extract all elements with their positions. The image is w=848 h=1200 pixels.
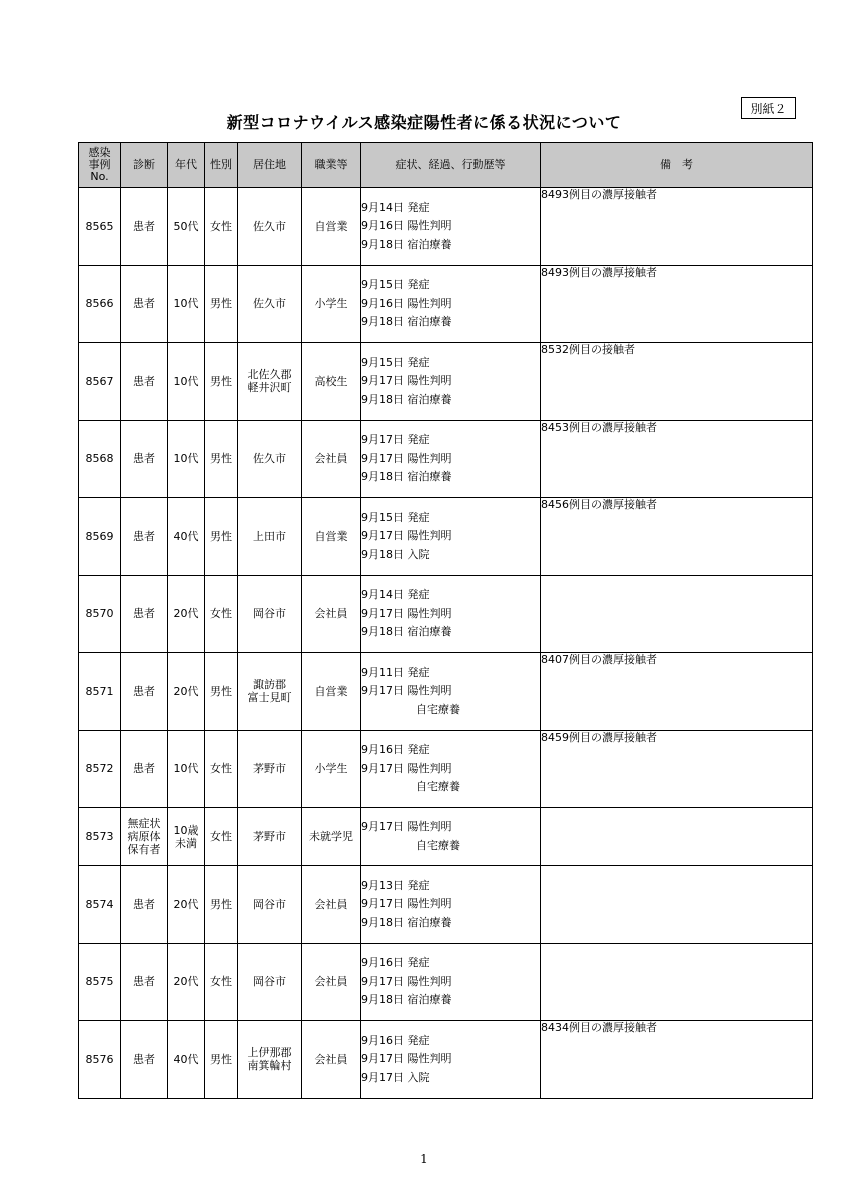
cell-case-no: 8576 — [79, 1021, 121, 1099]
cell-residence: 茅野市 — [238, 730, 302, 808]
cell-course — [361, 575, 541, 653]
header-occupation: 職業等 — [302, 143, 361, 188]
cell-course — [361, 808, 541, 866]
table-body — [79, 188, 813, 1099]
cell-age: 20代 — [168, 575, 205, 653]
course-line: 9月14日 発症 — [361, 588, 430, 601]
cell-sex: 女性 — [205, 575, 238, 653]
cell-age: 10代 — [168, 420, 205, 498]
cell-case-no: 8569 — [79, 498, 121, 576]
cell-course — [361, 343, 541, 421]
course-line: 9月18日 宿泊療養 — [361, 470, 452, 483]
page-number: 1 — [420, 1152, 428, 1166]
course-line: 9月17日 入院 — [361, 1070, 430, 1084]
course-line: 9月17日 陽性判明 — [361, 374, 452, 387]
table-row — [79, 808, 813, 866]
course-line: 9月16日 発症 — [361, 1033, 430, 1047]
cell-case-no: 8575 — [79, 943, 121, 1021]
course-line: 9月13日 発症 — [361, 878, 430, 892]
cell-age: 50代 — [168, 188, 205, 266]
cell-course — [361, 420, 541, 498]
cell-residence: 佐久市 — [238, 265, 302, 343]
cell-case-no: 8568 — [79, 420, 121, 498]
cell-occupation: 高校生 — [302, 343, 361, 421]
cell-age: 40代 — [168, 498, 205, 576]
cell-case-no: 8566 — [79, 265, 121, 343]
cell-occupation: 会社員 — [302, 866, 361, 944]
header-diagnosis: 診断 — [121, 143, 168, 188]
cell-diagnosis: 患者 — [121, 730, 168, 808]
cell-residence: 諏訪郡 富士見町 — [238, 653, 302, 731]
header-residence: 居住地 — [238, 143, 302, 188]
cell-course — [361, 730, 541, 808]
cell-occupation: 会社員 — [302, 420, 361, 498]
course-line: 9月15日 発症 — [361, 510, 430, 524]
cell-age: 10歳 未満 — [168, 808, 205, 866]
course-line: 9月11日 発症 — [361, 665, 430, 679]
cell-case-no: 8571 — [79, 653, 121, 731]
cell-sex: 女性 — [205, 943, 238, 1021]
course-line: 9月17日 陽性判明 — [361, 897, 452, 910]
cell-sex: 男性 — [205, 343, 238, 421]
table-row — [79, 866, 813, 944]
course-line: 9月17日 陽性判明 — [361, 1052, 452, 1065]
cell-occupation: 小学生 — [302, 730, 361, 808]
cell-sex: 男性 — [205, 653, 238, 731]
cell-residence: 茅野市 — [238, 808, 302, 866]
cell-occupation: 会社員 — [302, 1021, 361, 1099]
cell-residence: 北佐久郡 軽井沢町 — [238, 343, 302, 421]
course-line: 9月17日 陽性判明 — [361, 606, 452, 620]
annex-label: 別紙２ — [741, 97, 796, 119]
course-line: 9月18日 宿泊療養 — [361, 625, 452, 638]
table-row — [79, 730, 813, 808]
cell-occupation: 自営業 — [302, 498, 361, 576]
cell-diagnosis: 患者 — [121, 575, 168, 653]
course-line: 9月18日 宿泊療養 — [361, 915, 452, 929]
cases-table — [78, 142, 813, 1099]
cell-remarks: 8493例目の濃厚接触者 — [541, 265, 813, 343]
cell-occupation: 自営業 — [302, 188, 361, 266]
course-line: 9月15日 発症 — [361, 278, 430, 291]
cell-sex: 男性 — [205, 420, 238, 498]
cell-remarks — [541, 866, 813, 944]
cell-diagnosis: 患者 — [121, 188, 168, 266]
table-row — [79, 498, 813, 576]
cell-sex: 男性 — [205, 265, 238, 343]
cell-remarks: 8434例目の濃厚接触者 — [541, 1021, 813, 1099]
header-remarks: 備 考 — [541, 143, 813, 188]
cell-case-no: 8570 — [79, 575, 121, 653]
cell-residence: 上田市 — [238, 498, 302, 576]
course-line: 自宅療養 — [361, 702, 460, 716]
course-line: 9月17日 陽性判明 — [361, 684, 452, 697]
cell-age: 20代 — [168, 653, 205, 731]
cell-course — [361, 1021, 541, 1099]
header-sex: 性別 — [205, 143, 238, 188]
cell-case-no: 8574 — [79, 866, 121, 944]
course-line: 9月17日 陽性判明 — [361, 529, 452, 542]
cell-occupation: 自営業 — [302, 653, 361, 731]
cell-residence: 佐久市 — [238, 188, 302, 266]
cell-diagnosis: 患者 — [121, 265, 168, 343]
course-line: 9月18日 宿泊療養 — [361, 392, 452, 406]
cell-remarks: 8407例目の濃厚接触者 — [541, 653, 813, 731]
cell-diagnosis: 患者 — [121, 498, 168, 576]
table-row — [79, 188, 813, 266]
cell-occupation: 会社員 — [302, 943, 361, 1021]
header-course: 症状、経過、行動歴等 — [361, 143, 541, 188]
cell-remarks: 8459例目の濃厚接触者 — [541, 730, 813, 808]
table-row — [79, 265, 813, 343]
cell-diagnosis: 患者 — [121, 343, 168, 421]
document-title: 新型コロナウイルス感染症陽性者に係る状況について — [226, 113, 622, 132]
course-line: 9月16日 陽性判明 — [361, 219, 452, 232]
header-case-no: 感染 事例 No. — [79, 143, 121, 188]
cell-residence: 岡谷市 — [238, 575, 302, 653]
cell-diagnosis: 患者 — [121, 866, 168, 944]
cell-occupation: 会社員 — [302, 575, 361, 653]
course-line: 9月17日 陽性判明 — [361, 820, 452, 833]
cell-remarks — [541, 943, 813, 1021]
cell-sex: 女性 — [205, 808, 238, 866]
course-line: 9月16日 陽性判明 — [361, 296, 452, 310]
cell-diagnosis: 患者 — [121, 420, 168, 498]
course-line: 自宅療養 — [361, 838, 460, 852]
cell-residence: 上伊那郡 南箕輪村 — [238, 1021, 302, 1099]
cell-remarks: 8456例目の濃厚接触者 — [541, 498, 813, 576]
course-line: 9月18日 宿泊療養 — [361, 237, 452, 251]
cell-sex: 女性 — [205, 188, 238, 266]
cell-sex: 男性 — [205, 866, 238, 944]
cell-diagnosis: 患者 — [121, 943, 168, 1021]
cell-course — [361, 498, 541, 576]
course-line: 9月18日 宿泊療養 — [361, 315, 452, 328]
cell-course — [361, 653, 541, 731]
cell-case-no: 8565 — [79, 188, 121, 266]
cell-course — [361, 188, 541, 266]
cell-age: 10代 — [168, 343, 205, 421]
course-line: 9月17日 発症 — [361, 433, 430, 446]
cell-diagnosis: 患者 — [121, 1021, 168, 1099]
cell-case-no: 8567 — [79, 343, 121, 421]
cell-sex: 男性 — [205, 498, 238, 576]
cell-age: 40代 — [168, 1021, 205, 1099]
course-line: 9月18日 宿泊療養 — [361, 993, 452, 1006]
course-line: 9月16日 発症 — [361, 956, 430, 969]
table-row — [79, 575, 813, 653]
table-row — [79, 343, 813, 421]
cell-age: 10代 — [168, 265, 205, 343]
table-header — [79, 143, 813, 188]
course-line: 9月17日 陽性判明 — [361, 761, 452, 775]
cell-course — [361, 943, 541, 1021]
table-row — [79, 420, 813, 498]
course-line: 9月16日 発症 — [361, 743, 430, 756]
cell-remarks: 8493例目の濃厚接触者 — [541, 188, 813, 266]
header-age: 年代 — [168, 143, 205, 188]
cell-diagnosis: 患者 — [121, 653, 168, 731]
cell-sex: 男性 — [205, 1021, 238, 1099]
table-row — [79, 943, 813, 1021]
cell-occupation: 未就学児 — [302, 808, 361, 866]
cell-residence: 岡谷市 — [238, 943, 302, 1021]
cell-remarks — [541, 575, 813, 653]
cell-age: 20代 — [168, 943, 205, 1021]
cell-diagnosis: 無症状 病原体 保有者 — [121, 808, 168, 866]
table-row — [79, 653, 813, 731]
course-line: 9月14日 発症 — [361, 200, 430, 214]
cell-occupation: 小学生 — [302, 265, 361, 343]
cell-age: 10代 — [168, 730, 205, 808]
cell-residence: 佐久市 — [238, 420, 302, 498]
cell-sex: 女性 — [205, 730, 238, 808]
course-line: 自宅療養 — [361, 780, 460, 793]
cell-course — [361, 866, 541, 944]
cell-residence: 岡谷市 — [238, 866, 302, 944]
table-row — [79, 1021, 813, 1099]
course-line: 9月15日 発症 — [361, 355, 430, 369]
cell-remarks: 8532例目の接触者 — [541, 343, 813, 421]
course-line: 9月18日 入院 — [361, 547, 430, 561]
course-line: 9月17日 陽性判明 — [361, 974, 452, 988]
cell-remarks: 8453例目の濃厚接触者 — [541, 420, 813, 498]
cell-case-no: 8572 — [79, 730, 121, 808]
cell-course — [361, 265, 541, 343]
cell-age: 20代 — [168, 866, 205, 944]
course-line: 9月17日 陽性判明 — [361, 451, 452, 465]
cell-case-no: 8573 — [79, 808, 121, 866]
cell-remarks — [541, 808, 813, 866]
